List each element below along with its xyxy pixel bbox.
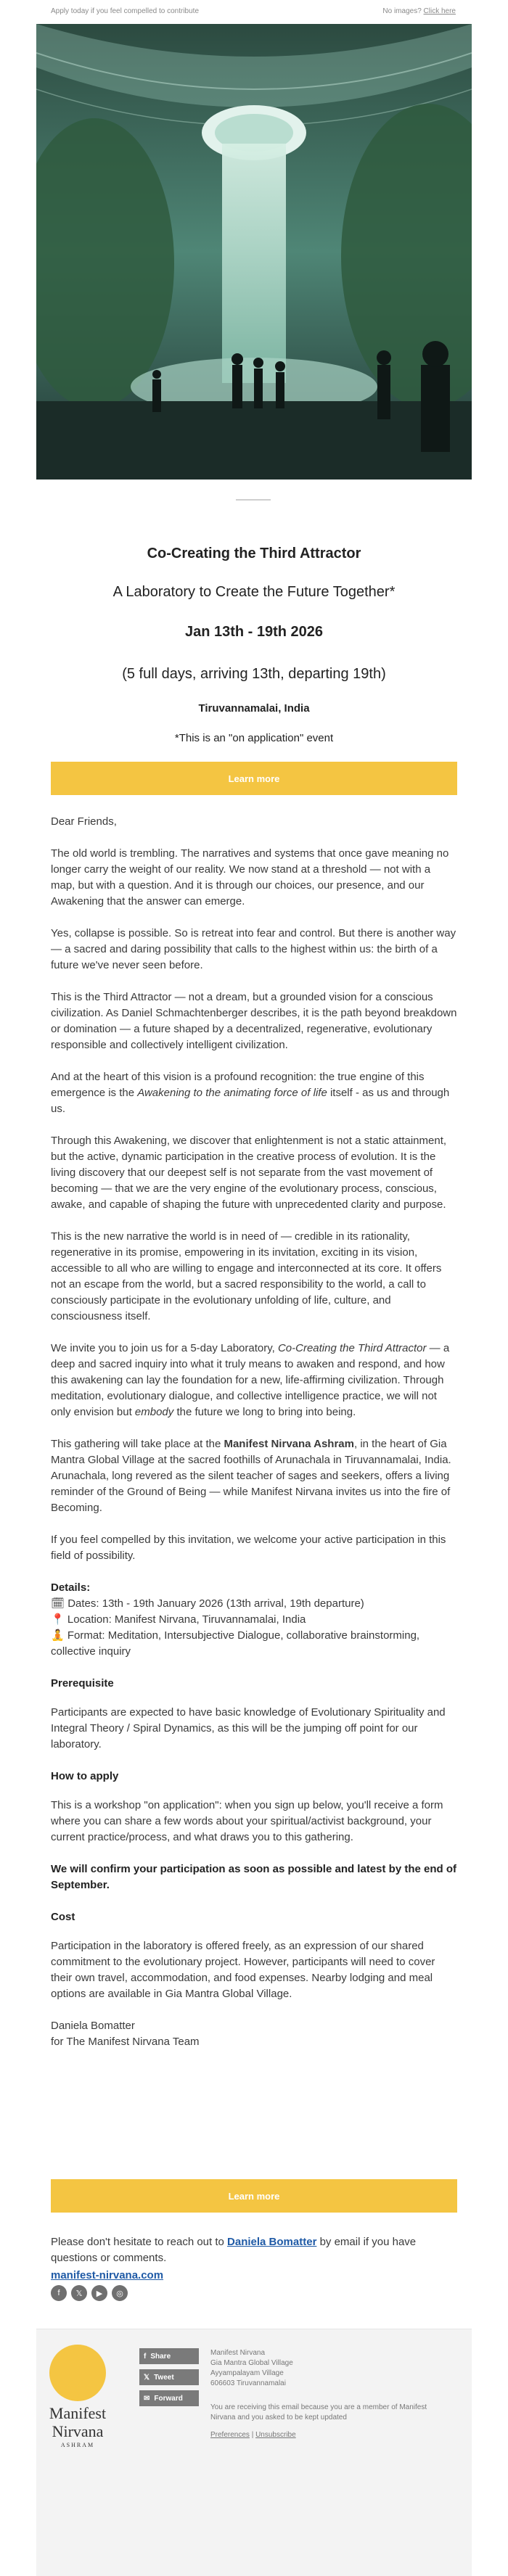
event-subtitle: A Laboratory to Create the Future Together* — [112, 584, 396, 600]
letter-body — [51, 814, 457, 2050]
preheader-text: Apply today if you feel compelled to contribute — [51, 7, 200, 15]
paragraph-5: Through this Awakening, we discover that enlightenment is not a static attainment, but the active, dynamic participation in the creative process of evolution. It is the living discovery that our deepest self is not separate from the vast movement of becoming — that we are the very engine of the evolutionary process, conscious, awake, and capable of shaping the future with unprecedented clarity and purpose. — [51, 1135, 447, 1211]
click-here-link[interactable]: Click here — [423, 7, 456, 15]
paragraph-7: We invite you to join us for a 5-day Laboratory, Co-Creating the Third Attractor — a deep and sacred inquiry into what it truly means to awaken and respond, and how this awakening can lay the foundation for a new, life-affirming civilization. Through meditation, evolutionary dialogue, and collective intelligence practice, we will not only envision but embody the future we long to bring into being. — [51, 1342, 450, 1418]
logo-line-1: Manifest — [49, 2404, 107, 2422]
hero-waterfall-illustration — [36, 24, 472, 480]
paragraph-2: Yes, collapse is possible. So is retreat into fear and control. But there is another way — a sacred and daring possibility that calls to the highest within us: the birth of a future we've never seen before. — [51, 927, 456, 971]
preferences-link[interactable]: Preferences — [210, 2431, 250, 2439]
address-block: Manifest Nirvana Gia Mantra Global Village Ayyampalayam Village 606603 Tiruvannamalai — [210, 2349, 293, 2387]
x-icon[interactable]: 𝕏 — [71, 2285, 87, 2301]
paragraph-9: If you feel compelled by this invitation, we welcome your active participation in this field of possibility. — [51, 1534, 446, 1562]
paragraph-8: This gathering will take place at the Manifest Nirvana Ashram, in the heart of Gia Mantra Global Village at the sacred foothills of Arunachala in Tiruvannamalai, India. Arunachala, long revered as the silent teacher of sages and seekers, offers a living reminder of the Ground of Being — while Manifest Nirvana invites us into the fire of Becoming. — [51, 1438, 451, 1514]
cost-heading: Cost — [51, 1911, 75, 1923]
footer-notice: You are receiving this email because you are a member of Manifest Nirvana and you asked to be kept updated — [210, 2403, 427, 2421]
footer-links: Preferences | Unsubscribe — [210, 2431, 296, 2439]
instagram-icon[interactable]: ◎ — [112, 2285, 128, 2301]
logo-line-3: ASHRAM — [60, 2442, 95, 2448]
event-dates: Jan 13th - 19th 2026 — [184, 624, 324, 640]
paragraph-1: The old world is trembling. The narratives and systems that once gave meaning no longer carry the weight of our reality. We now stand at a threshold — not with a map, but with a question. And it is through our choices, our presence, and our Awakening that the answer can emerge. — [51, 847, 449, 908]
pin-icon: 📍 — [51, 1613, 65, 1626]
youtube-icon[interactable]: ▶ — [91, 2285, 107, 2301]
site-line — [51, 2268, 457, 2284]
signature-name: Daniela Bomatter — [51, 2020, 135, 2032]
preheader — [0, 0, 508, 20]
logo-line-2: Nirvana — [52, 2422, 104, 2440]
apply-text: This is a workshop "on application": when you sign up below, you'll receive a form where you can share a few words about your spiritual/activist background, your current practice/process, and what draws you to this gathering. — [51, 1799, 443, 1843]
signature-team: for The Manifest Nirvana Team — [51, 2036, 200, 2048]
confirm-text: We will confirm your participation as soon as possible and latest by the end of September. — [51, 1863, 456, 1891]
facebook-icon: f — [144, 2352, 147, 2361]
unsubscribe-link[interactable]: Unsubscribe — [255, 2431, 296, 2439]
website-link[interactable]: manifest-nirvana.com — [51, 2269, 164, 2281]
divider — [236, 499, 271, 501]
no-images-text: No images? — [382, 7, 422, 15]
detail-location: 📍 Location: Manifest Nirvana, Tiruvannamalai, India — [51, 1613, 306, 1626]
greeting: Dear Friends, — [51, 815, 117, 828]
forward-button[interactable]: ✉ Forward — [139, 2390, 199, 2406]
event-duration: (5 full days, arriving 13th, departing 19th) — [122, 666, 386, 682]
event-title: Co-Creating the Third Attractor — [147, 546, 361, 561]
paragraph-6: This is the new narrative the world is in need of — credible in its rationality, regenerative in its promise, empowering in its invitation, exciting in its vision, accessible to all who are willing to engage and interconnected at its core. It offers not an escape from the world, but a sacred responsibility to the world, a call to consciously participate in the evolutionary unfolding of life, culture, and consciousness itself. — [51, 1230, 442, 1322]
detail-dates: 🗓 Dates: 13th - 19th January 2026 (13th arrival, 19th departure) — [51, 1597, 364, 1610]
prereq-text: Participants are expected to have basic knowledge of Evolutionary Spirituality and Integral Theory / Spiral Dynamics, as this will be the jumping off point for our laboratory. — [51, 1706, 446, 1750]
apply-heading: How to apply — [51, 1770, 119, 1782]
prereq-heading: Prerequisite — [51, 1677, 114, 1690]
detail-format: 🧘 Format: Meditation, Intersubjective Dialogue, collaborative brainstorming, collective inquiry — [51, 1629, 420, 1658]
facebook-icon[interactable]: f — [51, 2285, 67, 2301]
envelope-icon: ✉ — [144, 2394, 150, 2403]
no-images-line — [382, 7, 456, 15]
calendar-icon: 🗓 — [51, 1597, 65, 1610]
x-icon: 𝕏 — [144, 2373, 150, 2382]
tweet-button[interactable]: 𝕏 Tweet — [139, 2369, 199, 2385]
paragraph-3: This is the Third Attractor — not a dream, but a grounded vision for a conscious civilization. As Daniel Schmachtenberger describes, it is the path beyond breakdown or domination — a future shaped by a decentralized, regenerative, evolutionary responsible and collectively intelligent civilization. — [51, 991, 457, 1051]
learn-more-button-2[interactable]: Learn more — [51, 2179, 457, 2213]
hero-image — [36, 24, 472, 480]
paragraph-4: And at the heart of this vision is a profound recognition: the true engine of this emergence is the Awakening to the animating force of life itself - as us and through us. — [51, 1071, 450, 1115]
learn-more-button[interactable]: Learn more — [51, 762, 457, 795]
event-note: *This is an "on application" event — [174, 732, 334, 744]
meditation-icon: 🧘 — [51, 1629, 65, 1642]
contact-name-link[interactable]: Daniela Bomatter — [227, 2236, 317, 2248]
logo-sun-icon — [49, 2345, 106, 2401]
social-icons — [51, 2285, 128, 2301]
cost-text: Participation in the laboratory is offered freely, as an expression of our shared commitment to the evolutionary project. However, participants will need to cover their own travel, accommodation, and food expenses. Nearby lodging and meal options are available in Gia Mantra Global Village. — [51, 1940, 435, 2000]
details-heading: Details: — [51, 1581, 91, 1594]
event-location: Tiruvannamalai, India — [198, 702, 310, 715]
share-button[interactable]: f Share — [139, 2348, 199, 2364]
contact-line: Please don't hesitate to reach out to Daniela Bomatter by email if you have questions or comments. — [51, 2236, 417, 2264]
